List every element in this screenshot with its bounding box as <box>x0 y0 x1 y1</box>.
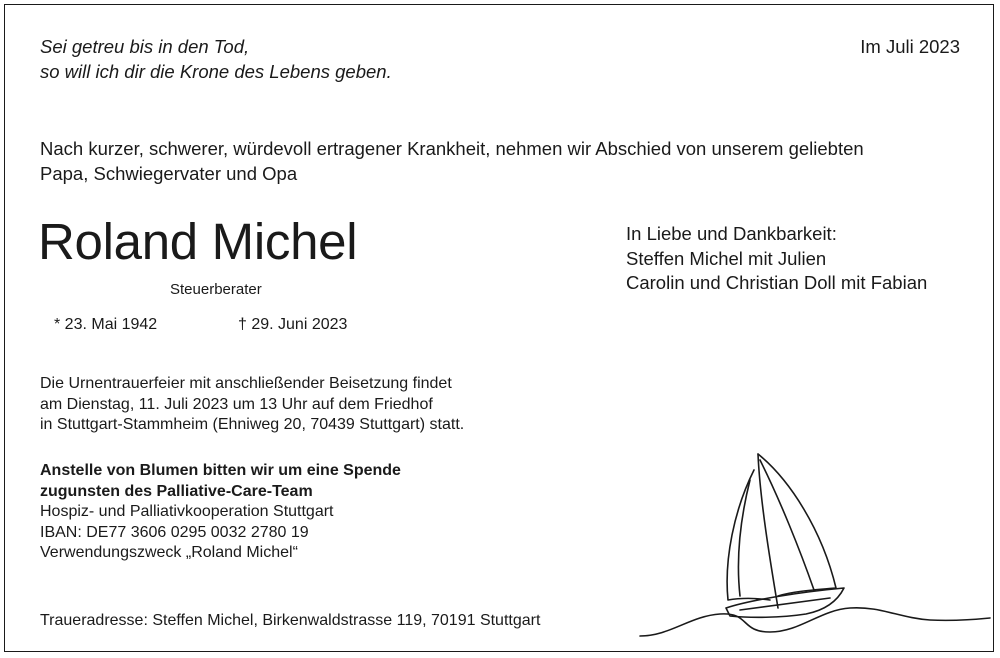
motto-line-2: so will ich dir die Krone des Lebens geben. <box>40 61 392 82</box>
ceremony-line-1: Die Urnentrauerfeier mit anschließender Beisetzung findet <box>40 375 452 392</box>
donation-iban: IBAN: DE77 3606 0295 0032 2780 19 <box>40 523 309 541</box>
intro-text <box>40 136 864 186</box>
notice-date: Im Juli 2023 <box>860 36 960 57</box>
mourners-line-2: Steffen Michel mit Julien <box>626 247 827 269</box>
sailboat-icon <box>600 440 996 652</box>
intro-line-1: Nach kurzer, schwerer, würdevoll ertragener Krankheit, nehmen wir Abschied von unserem geliebten <box>40 138 864 159</box>
motto-line-1: Sei getreu bis in den Tod, <box>40 36 250 57</box>
mourners-line-3: Carolin und Christian Doll mit Fabian <box>626 272 928 293</box>
donation-line-1: Anstelle von Blumen bitten wir um eine Spende <box>40 462 401 479</box>
motto-verse <box>40 34 392 84</box>
deceased-profession: Steuerberater <box>170 281 262 298</box>
donation-line-3: Hospiz- und Palliativkooperation Stuttgart <box>40 503 334 520</box>
ceremony-info <box>40 374 464 436</box>
mourning-address: Traueradresse: Steffen Michel, Birkenwaldstrasse 119, 70191 Stuttgart <box>40 612 541 629</box>
ceremony-line-3: in Stuttgart-Stammheim (Ehniweg 20, 70439 Stuttgart) statt. <box>40 416 465 433</box>
ceremony-line-2: am Dienstag, 11. Juli 2023 um 13 Uhr auf dem Friedhof <box>40 395 433 413</box>
mourners-list <box>626 222 927 296</box>
death-date: † 29. Juni 2023 <box>238 316 348 333</box>
birth-date: * 23. Mai 1942 <box>54 316 158 333</box>
intro-line-2: Papa, Schwiegervater und Opa <box>40 163 298 184</box>
donation-reference: Verwendungszweck „Roland Michel“ <box>40 544 298 561</box>
donation-line-2: zugunsten des Palliative-Care-Team <box>40 482 313 500</box>
donation-info <box>40 461 401 564</box>
mourners-line-1: In Liebe und Dankbarkeit: <box>626 223 837 244</box>
deceased-name: Roland Michel <box>38 213 358 270</box>
